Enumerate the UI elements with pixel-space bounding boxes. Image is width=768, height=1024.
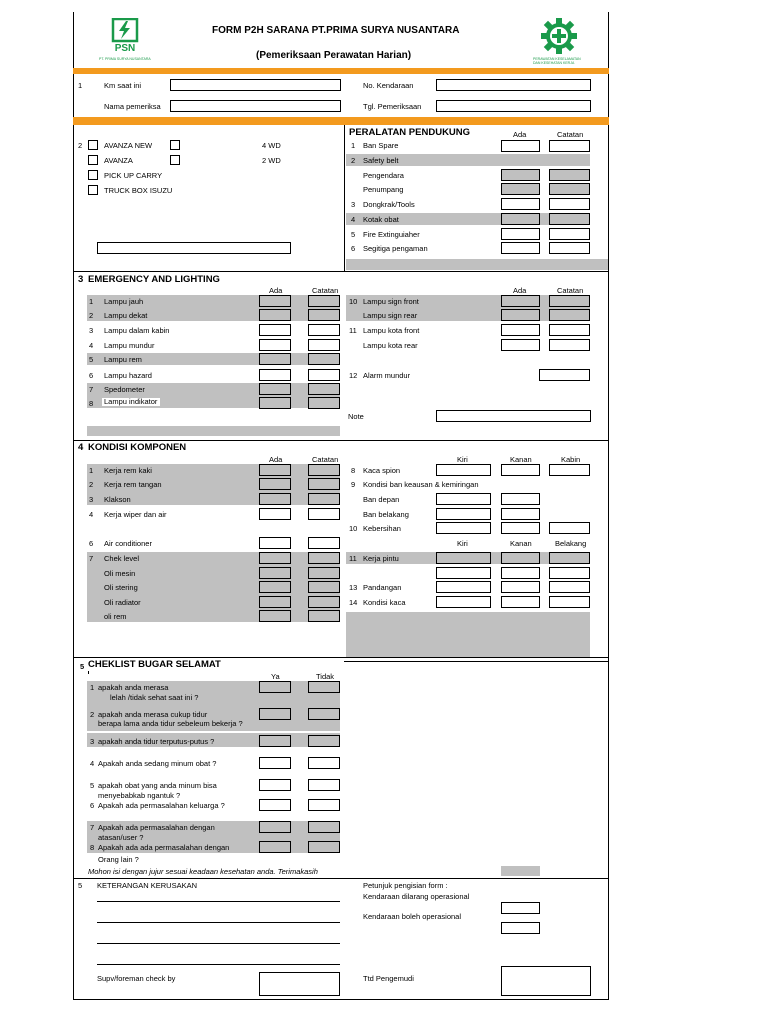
- kondisi-ban-label: Kondisi ban keausan & kemiringan: [363, 480, 479, 489]
- peralatan-num: 3: [351, 200, 356, 209]
- psn-logo: [106, 18, 144, 54]
- km-field[interactable]: [170, 79, 341, 91]
- kondisi-kaca-kanan[interactable]: [501, 596, 540, 608]
- section-divider: [73, 878, 609, 879]
- q-num: 8: [90, 843, 95, 852]
- s4r-num: 10: [349, 524, 358, 533]
- q2-tidak[interactable]: [308, 708, 340, 720]
- segitiga-catatan[interactable]: [549, 242, 590, 254]
- oli-mesin-ada[interactable]: [259, 567, 291, 579]
- oli-mesin-label: Oli mesin: [104, 569, 136, 578]
- rem-kaki-ada[interactable]: [259, 464, 291, 476]
- peralatan-col-ada: Ada: [513, 130, 527, 139]
- s3-col-catatan: Catatan: [312, 286, 339, 295]
- kebersihan-kanan[interactable]: [501, 522, 540, 534]
- truck-box-checkbox[interactable]: [88, 185, 98, 195]
- q-num: 4: [90, 759, 95, 768]
- rem-tangan-label: Kerja rem tangan: [104, 480, 162, 489]
- kerja-pintu-label: Kerja pintu: [363, 554, 399, 563]
- lampu-indikator-ada[interactable]: [259, 397, 291, 409]
- section-3-number: 3: [78, 274, 84, 285]
- avanza-label: AVANZA: [104, 156, 133, 165]
- s4-num: 2: [89, 480, 94, 489]
- s4r-num: 9: [351, 480, 356, 489]
- wiper-catatan[interactable]: [308, 508, 340, 520]
- q4-tidak[interactable]: [308, 757, 340, 769]
- alarm-mundur-label: Alarm mundur: [363, 371, 411, 380]
- k3-gear-logo: [537, 16, 581, 56]
- damage-line-2[interactable]: [97, 922, 340, 923]
- pengendara-label: Pengendara: [363, 171, 404, 180]
- oli-rem-catatan[interactable]: [308, 610, 340, 622]
- rem-kaki-catatan[interactable]: [308, 464, 340, 476]
- kotak-obat-ada[interactable]: [501, 213, 540, 225]
- q8-tidak[interactable]: [308, 841, 340, 853]
- note-field[interactable]: [436, 410, 591, 422]
- wiper-ada[interactable]: [259, 508, 291, 520]
- s3-num: 5: [89, 355, 94, 364]
- orange-divider-1: [73, 68, 609, 74]
- s4-num: 3: [89, 495, 94, 504]
- pandangan-kiri[interactable]: [436, 581, 491, 593]
- safety-belt-label: Safety belt: [363, 156, 399, 165]
- dongkrak-label: Dongkrak/Tools: [363, 200, 415, 209]
- kaca-spion-label: Kaca spion: [363, 466, 401, 475]
- pickup-carry-checkbox[interactable]: [88, 170, 98, 180]
- lampu-kota-front-ada[interactable]: [501, 324, 540, 336]
- s4-col-kiri-2: Kiri: [457, 539, 468, 548]
- s3r-num: 10: [349, 297, 358, 306]
- lampu-jauh-label: Lampu jauh: [104, 297, 144, 306]
- q2-ya[interactable]: [259, 708, 291, 720]
- q-num: 6: [90, 801, 95, 810]
- lampu-hazard-label: Lampu hazard: [104, 371, 152, 380]
- oli-rem-label: oli rem: [104, 612, 127, 621]
- lampu-kota-front-label: Lampu kota front: [363, 326, 420, 335]
- other-vehicle-field[interactable]: [97, 242, 291, 254]
- psn-logo-text: PSN: [114, 43, 136, 54]
- q8-ya[interactable]: [259, 841, 291, 853]
- col-ya: Ya: [271, 672, 280, 681]
- lampu-mundur-label: Lampu mundur: [104, 341, 155, 350]
- chek-level-catatan[interactable]: [308, 552, 340, 564]
- forbidden-label: Kendaraan dilarang operasional: [363, 892, 470, 901]
- lampu-kabin-ada[interactable]: [259, 324, 291, 336]
- spedometer-catatan[interactable]: [308, 383, 340, 395]
- kondisi-kaca-kiri[interactable]: [436, 596, 491, 608]
- vehicle-number-field[interactable]: [436, 79, 591, 91]
- lampu-kota-rear-ada[interactable]: [501, 339, 540, 351]
- supervisor-signature-box[interactable]: [259, 972, 340, 996]
- wiper-label: Kerja wiper dan air: [104, 510, 167, 519]
- form-title: FORM P2H SARANA PT.PRIMA SURYA NUSANTARA: [212, 25, 460, 36]
- section-4-number: 4: [78, 442, 84, 453]
- 2wd-label: 2 WD: [262, 156, 281, 165]
- ban-spare-ada[interactable]: [501, 140, 540, 152]
- s3-num: 2: [89, 311, 94, 320]
- kebersihan-kiri[interactable]: [436, 522, 491, 534]
- kondisi-kaca-label: Kondisi kaca: [363, 598, 406, 607]
- s3-num: 3: [89, 326, 94, 335]
- s4-col-catatan: Catatan: [312, 455, 339, 464]
- q7-line1: Apakah ada permasalahan dengan: [98, 823, 215, 832]
- q7-ya[interactable]: [259, 821, 291, 833]
- q5-line2: menyebabkab ngantuk ?: [98, 791, 181, 800]
- psn-logo-caption: PT. PRIMA SURYA NUSANTARA: [99, 57, 151, 61]
- segitiga-label: Segitiga pengaman: [363, 244, 428, 253]
- s4r-num: 11: [349, 554, 357, 563]
- avanza-new-label: AVANZA NEW: [104, 141, 153, 150]
- kotak-obat-label: Kotak obat: [363, 215, 399, 224]
- kerja-pintu-kiri[interactable]: [436, 552, 491, 564]
- fire-extinguisher-catatan[interactable]: [549, 228, 590, 240]
- lampu-indikator-catatan[interactable]: [308, 397, 340, 409]
- driver-label: Ttd Pengemudi: [363, 974, 414, 983]
- q4-label: Apakah anda sedang minum obat ?: [98, 759, 217, 768]
- kerja-pintu-kiri-2[interactable]: [436, 567, 491, 579]
- section-3-title: EMERGENCY AND LIGHTING: [88, 274, 220, 285]
- lampu-rem-catatan[interactable]: [308, 353, 340, 365]
- lampu-sign-front-catatan[interactable]: [549, 295, 590, 307]
- s3r-num: 11: [349, 326, 357, 335]
- q8-line2: Orang lain ?: [98, 855, 139, 864]
- lampu-sign-front-label: Lampu sign front: [363, 297, 419, 306]
- section-5-title: CHEKLIST BUGAR SELAMAT: [88, 659, 221, 670]
- examiner-field[interactable]: [170, 100, 341, 112]
- lampu-rem-ada[interactable]: [259, 353, 291, 365]
- kebersihan-label: Kebersihan: [363, 524, 401, 533]
- rem-kaki-label: Kerja rem kaki: [104, 466, 152, 475]
- spedometer-label: Spedometer: [104, 385, 145, 394]
- q5-tidak[interactable]: [308, 779, 340, 791]
- ban-belakang-kiri[interactable]: [436, 508, 491, 520]
- ban-depan-kiri[interactable]: [436, 493, 491, 505]
- s4-col-ada: Ada: [269, 455, 283, 464]
- damage-line-1[interactable]: [97, 901, 340, 902]
- s3-col-ada-right: Ada: [513, 286, 527, 295]
- pickup-carry-label: PICK UP CARRY: [104, 171, 163, 180]
- lampu-rem-label: Lampu rem: [104, 355, 142, 364]
- s4-col-belakang: Belakang: [555, 539, 587, 548]
- q3-ya[interactable]: [259, 735, 291, 747]
- section-2-number: 2: [78, 141, 83, 150]
- oli-stering-catatan[interactable]: [308, 581, 340, 593]
- chek-level-label: Chek level: [104, 554, 140, 563]
- keterangan-title: KETERANGAN KERUSAKAN: [97, 881, 198, 890]
- klakson-catatan[interactable]: [308, 493, 340, 505]
- q6-ya[interactable]: [259, 799, 291, 811]
- s3-num: 6: [89, 371, 94, 380]
- s4-num: 7: [89, 554, 94, 563]
- peralatan-num: 2: [351, 156, 356, 165]
- q6-label: Apakah ada permasalahan keluarga ?: [98, 801, 225, 810]
- form-subtitle: (Pemeriksaan Perawatan Harian): [256, 50, 412, 61]
- section-1-number: 1: [78, 81, 83, 90]
- q6-tidak[interactable]: [308, 799, 340, 811]
- lampu-hazard-catatan[interactable]: [308, 369, 340, 381]
- oli-mesin-catatan[interactable]: [308, 567, 340, 579]
- ac-ada[interactable]: [259, 537, 291, 549]
- peralatan-title: PERALATAN PENDUKUNG: [349, 127, 471, 138]
- row-shade: [501, 866, 540, 876]
- s3-num: 1: [89, 297, 94, 306]
- q5-line1: apakah obat yang anda minum bisa: [98, 781, 217, 790]
- lampu-mundur-ada[interactable]: [259, 339, 291, 351]
- section-2-divider: [344, 125, 345, 271]
- spedometer-ada[interactable]: [259, 383, 291, 395]
- pandangan-belakang[interactable]: [549, 581, 590, 593]
- examiner-label: Nama pemeriksa: [104, 102, 161, 111]
- row-shade: [87, 426, 340, 436]
- lampu-jauh-catatan[interactable]: [308, 295, 340, 307]
- s3-num: 7: [89, 385, 94, 394]
- truck-box-label: TRUCK BOX ISUZU: [104, 186, 173, 195]
- section-divider: [73, 657, 609, 658]
- title-tick: [88, 671, 89, 674]
- 4wd-label: 4 WD: [262, 141, 281, 150]
- fire-extinguisher-label: Fire Extinguiaher: [363, 230, 420, 239]
- penumpang-label: Penumpang: [363, 185, 404, 194]
- q-num: 1: [90, 683, 95, 692]
- lampu-dekat-catatan[interactable]: [308, 309, 340, 321]
- kaca-spion-kabin[interactable]: [549, 464, 590, 476]
- s4r-num: 13: [349, 583, 358, 592]
- kaca-spion-kiri[interactable]: [436, 464, 491, 476]
- peralatan-num: 4: [351, 215, 356, 224]
- ban-spare-label: Ban Spare: [363, 141, 399, 150]
- chek-level-ada[interactable]: [259, 552, 291, 564]
- kerja-pintu-belakang-2[interactable]: [549, 567, 590, 579]
- ban-depan-label: Ban depan: [363, 495, 400, 504]
- penumpang-ada[interactable]: [501, 183, 540, 195]
- peralatan-num: 6: [351, 244, 356, 253]
- section-6-number: 5: [78, 881, 83, 890]
- dongkrak-catatan[interactable]: [549, 198, 590, 210]
- segitiga-ada[interactable]: [501, 242, 540, 254]
- s4-num: 1: [89, 466, 94, 475]
- lampu-dekat-label: Lampu dekat: [104, 311, 148, 320]
- lampu-kabin-catatan[interactable]: [308, 324, 340, 336]
- s4-col-kiri: Kiri: [457, 455, 468, 464]
- s4r-num: 8: [351, 466, 356, 475]
- s3-col-catatan-right: Catatan: [557, 286, 584, 295]
- peralatan-num: 1: [351, 141, 356, 150]
- q3-label: apakah anda tidur terputus-putus ?: [98, 737, 215, 746]
- s4-col-kanan-2: Kanan: [510, 539, 532, 548]
- section-divider: [73, 271, 609, 272]
- form-bottom-border: [73, 999, 609, 1000]
- s4-col-kabin: Kabin: [561, 455, 581, 464]
- klakson-ada[interactable]: [259, 493, 291, 505]
- q7-line2: atasan/user ?: [98, 833, 144, 842]
- kerja-pintu-kanan[interactable]: [501, 552, 540, 564]
- form-right-border: [608, 12, 609, 1000]
- lampu-sign-rear-ada[interactable]: [501, 309, 540, 321]
- driver-signature-box[interactable]: [501, 966, 591, 996]
- alarm-mundur-field[interactable]: [539, 369, 590, 381]
- allowed-label: Kendaraan boleh operasional: [363, 912, 461, 921]
- q-num: 7: [90, 823, 95, 832]
- q2-line2: berapa lama anda tidur sebeleum bekerja ?: [98, 719, 243, 728]
- lampu-kota-rear-catatan[interactable]: [549, 339, 590, 351]
- q1-tidak[interactable]: [308, 681, 340, 693]
- s3-num: 4: [89, 341, 94, 350]
- pengendara-ada[interactable]: [501, 169, 540, 181]
- q1-ya[interactable]: [259, 681, 291, 693]
- ban-depan-kanan[interactable]: [501, 493, 540, 505]
- avanza-checkbox[interactable]: [88, 155, 98, 165]
- kerja-pintu-kanan-2[interactable]: [501, 567, 540, 579]
- damage-line-3[interactable]: [97, 943, 340, 944]
- lampu-hazard-ada[interactable]: [259, 369, 291, 381]
- klakson-label: Klakson: [104, 495, 131, 504]
- q-num: 2: [90, 710, 95, 719]
- s4-num: 6: [89, 539, 94, 548]
- ac-label: Air conditioner: [104, 539, 152, 548]
- kondisi-kaca-belakang[interactable]: [549, 596, 590, 608]
- s4r-num: 14: [349, 598, 358, 607]
- fire-extinguisher-ada[interactable]: [501, 228, 540, 240]
- lampu-sign-front-ada[interactable]: [501, 295, 540, 307]
- row-shade: [346, 612, 590, 657]
- lampu-sign-rear-catatan[interactable]: [549, 309, 590, 321]
- dongkrak-ada[interactable]: [501, 198, 540, 210]
- q4-ya[interactable]: [259, 757, 291, 769]
- q5-ya[interactable]: [259, 779, 291, 791]
- section-4-title: KONDISI KOMPONEN: [88, 442, 187, 453]
- lampu-jauh-ada[interactable]: [259, 295, 291, 307]
- 2wd-checkbox[interactable]: [170, 155, 180, 165]
- lampu-dekat-ada[interactable]: [259, 309, 291, 321]
- checklist-footnote: Mohon isi dengan jujur sesuai keadaan kesehatan anda. Terimakasih: [88, 867, 318, 876]
- kotak-obat-catatan[interactable]: [549, 213, 590, 225]
- damage-line-4[interactable]: [97, 964, 340, 965]
- lampu-kabin-label: Lampu dalam kabin: [104, 326, 170, 335]
- q-num: 5: [90, 781, 95, 790]
- q3-tidak[interactable]: [308, 735, 340, 747]
- exam-date-label: Tgl. Pemeriksaan: [363, 102, 422, 111]
- q-num: 3: [90, 737, 95, 746]
- lampu-sign-rear-label: Lampu sign rear: [363, 311, 418, 320]
- q8-line1: Apakah ada ada permasalahan dengan: [98, 843, 230, 852]
- oli-radiator-label: Oli radiator: [104, 598, 141, 607]
- s4-col-kanan: Kanan: [510, 455, 532, 464]
- orange-divider-2: [73, 117, 609, 125]
- peralatan-num: 5: [351, 230, 356, 239]
- pengendara-catatan[interactable]: [549, 169, 590, 181]
- km-label: Km saat ini: [104, 81, 142, 90]
- section-divider: [73, 440, 609, 441]
- avanza-new-checkbox[interactable]: [88, 140, 98, 150]
- q2-line1: apakah anda merasa cukup tidur: [98, 710, 208, 719]
- section-5-number: 5: [80, 662, 85, 671]
- ban-belakang-label: Ban belakang: [363, 510, 409, 519]
- q7-tidak[interactable]: [308, 821, 340, 833]
- ban-belakang-kanan[interactable]: [501, 508, 540, 520]
- kaca-spion-kanan[interactable]: [501, 464, 540, 476]
- kebersihan-kabin[interactable]: [549, 522, 590, 534]
- q1-line1: apakah anda merasa: [98, 683, 169, 692]
- vehicle-number-label: No. Kendaraan: [363, 81, 414, 90]
- oli-radiator-ada[interactable]: [259, 596, 291, 608]
- penumpang-catatan[interactable]: [549, 183, 590, 195]
- exam-date-field[interactable]: [436, 100, 591, 112]
- note-label: Note: [348, 412, 364, 421]
- rem-tangan-ada[interactable]: [259, 478, 291, 490]
- oli-rem-ada[interactable]: [259, 610, 291, 622]
- s3-col-ada: Ada: [269, 286, 283, 295]
- oli-stering-label: Oli stering: [104, 583, 138, 592]
- s4-num: 4: [89, 510, 94, 519]
- pandangan-label: Pandangan: [363, 583, 402, 592]
- lampu-kota-rear-label: Lampu kota rear: [363, 341, 418, 350]
- supervisor-label: Supv/foreman check by: [97, 974, 176, 983]
- form-left-border: [73, 12, 74, 1000]
- 4wd-checkbox[interactable]: [170, 140, 180, 150]
- section-divider-short: [344, 661, 609, 662]
- lampu-indikator-label: Lampu indikator: [102, 398, 160, 406]
- oli-radiator-catatan[interactable]: [308, 596, 340, 608]
- ac-catatan[interactable]: [308, 537, 340, 549]
- ban-spare-catatan[interactable]: [549, 140, 590, 152]
- pandangan-kanan[interactable]: [501, 581, 540, 593]
- peralatan-col-catatan: Catatan: [557, 130, 584, 139]
- instruction-label: Petunjuk pengisian form :: [363, 881, 448, 890]
- k3-logo-caption: PERAWATAN KESELAMATAN DAN KESEHATAN KERJA: [533, 57, 581, 65]
- oli-stering-ada[interactable]: [259, 581, 291, 593]
- col-tidak: Tidak: [316, 672, 335, 681]
- lampu-mundur-catatan[interactable]: [308, 339, 340, 351]
- s3r-num: 12: [349, 371, 358, 380]
- q1-line2: lelah /tidak sehat saat ini ?: [110, 693, 199, 702]
- lampu-kota-front-catatan[interactable]: [549, 324, 590, 336]
- s3-num: 8: [89, 399, 94, 408]
- rem-tangan-catatan[interactable]: [308, 478, 340, 490]
- forbidden-box[interactable]: [501, 902, 540, 914]
- row-shade: [346, 259, 608, 270]
- kerja-pintu-belakang[interactable]: [549, 552, 590, 564]
- allowed-box[interactable]: [501, 922, 540, 934]
